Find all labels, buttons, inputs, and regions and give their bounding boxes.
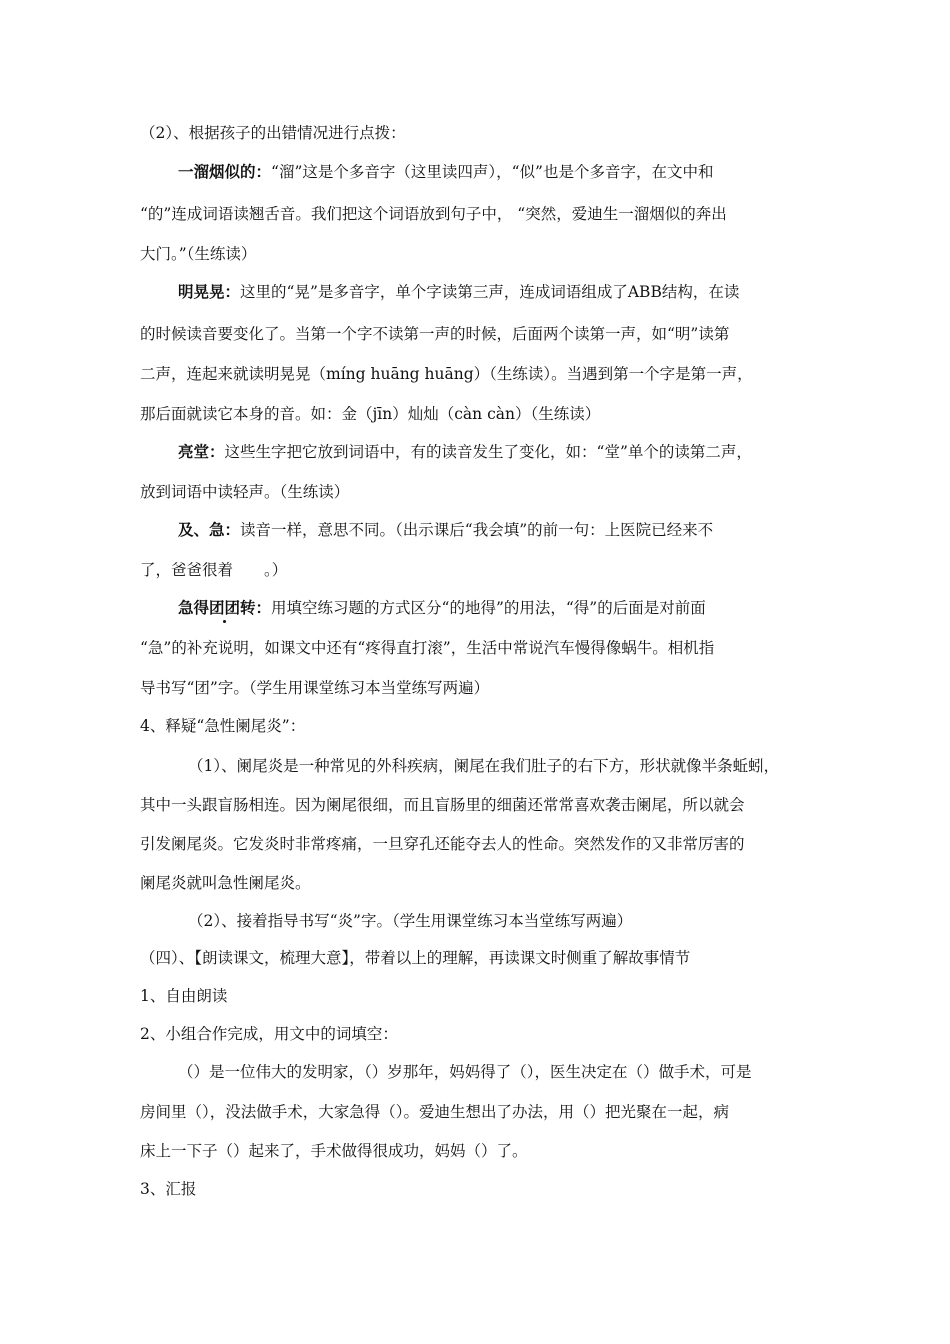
section-heading: 4、释疑“急性阑尾炎”：	[140, 717, 306, 735]
section-heading: （四）、【朗读课文，梳理大意】，带着以上的理解，再读课文时侧重了解故事情节	[140, 949, 691, 967]
term-heading: 及、急：	[178, 520, 241, 539]
term-heading: 急得团团转：	[178, 598, 272, 617]
paragraph-line: 房间里（），没法做手术，大家急得（）。爱迪生想出了办法，用（）把光聚在一起，病	[140, 1103, 730, 1121]
paragraph-line: （）是一位伟大的发明家，（）岁那年，妈妈得了（），医生决定在（）做手术，可是	[178, 1063, 752, 1081]
paragraph-line: 放到词语中读轻声。（生练读）	[140, 483, 350, 501]
term-text: “溜”这是个多音字（这里读四声），“似”也是个多音字，在文中和	[271, 163, 714, 181]
paragraph-line: 导书写“团”字。（学生用课堂练习本当堂练写两遍）	[140, 679, 490, 697]
paragraph-line: 了，爸爸很着 。）	[140, 561, 288, 579]
paragraph-line: 二声，连起来就读明晃晃（míng huāng huāng）（生练读）。当遇到第一个字是第一声，	[140, 365, 753, 383]
list-item: 3、汇报	[140, 1180, 197, 1198]
paragraph-line: 大门。”（生练读）	[140, 245, 257, 263]
paragraph-line: 其中一头跟盲肠相连。因为阑尾很细，而且盲肠里的细菌还常常喜欢袭击阑尾，所以就会	[140, 796, 745, 814]
paragraph-line	[178, 597, 706, 619]
paragraph-line	[178, 441, 752, 463]
paragraph-line	[178, 161, 713, 183]
term-heading: 明晃晃：	[178, 282, 241, 301]
paragraph-line: （2）、根据孩子的出错情况进行点拨：	[140, 124, 406, 142]
term-text: 这里的“晃”是多音字，单个字读第三声，连成词语组成了ABB结构，在读	[240, 283, 740, 301]
paragraph-line: “的”连成词语读翘舌音。我们把这个词语放到句子中， “突然，爱迪生一溜烟似的奔出	[140, 205, 727, 223]
paragraph-line: “急”的补充说明，如课文中还有“疼得直打滚”，生活中常说汽车慢得像蜗牛。相机指	[140, 639, 715, 657]
paragraph-line: 的时候读音要变化了。当第一个字不读第一声的时候，后面两个读第一声，如“明”读第	[140, 325, 730, 343]
paragraph-line: （1）、阑尾炎是一种常见的外科疾病，阑尾在我们肚子的右下方，形状就像半条蚯蚓，	[188, 757, 780, 775]
paragraph-line: 引发阑尾炎。它发炎时非常疼痛，一旦穿孔还能夺去人的性命。突然发作的又非常厉害的	[140, 835, 745, 853]
paragraph-line: （2）、接着指导书写“炎”字。（学生用课堂练习本当堂练写两遍）	[188, 912, 633, 930]
term-text: 用填空练习题的方式区分“的地得”的用法，“得”的后面是对前面	[271, 599, 706, 617]
term-text: 这些生字把它放到词语中，有的读音发生了变化，如：“堂”单个的读第二声，	[224, 443, 752, 461]
list-item: 2、小组合作完成，用文中的词填空：	[140, 1025, 398, 1043]
paragraph-line	[178, 519, 713, 541]
paragraph-line	[178, 281, 739, 303]
paragraph-line: 那后面就读它本身的音。如：金（jīn）灿灿（càn càn）（生练读）	[140, 405, 601, 423]
paragraph-line: 阑尾炎就叫急性阑尾炎。	[140, 874, 311, 892]
list-item: 1、自由朗读	[140, 987, 228, 1005]
term-heading: 亮堂：	[178, 442, 225, 461]
term-heading: 一溜烟似的：	[178, 162, 272, 181]
term-text: 读音一样，意思不同。（出示课后“我会填”的前一句：上医院已经来不	[240, 521, 714, 539]
paragraph-line: 床上一下子（）起来了，手术做得很成功，妈妈（）了。	[140, 1142, 528, 1160]
